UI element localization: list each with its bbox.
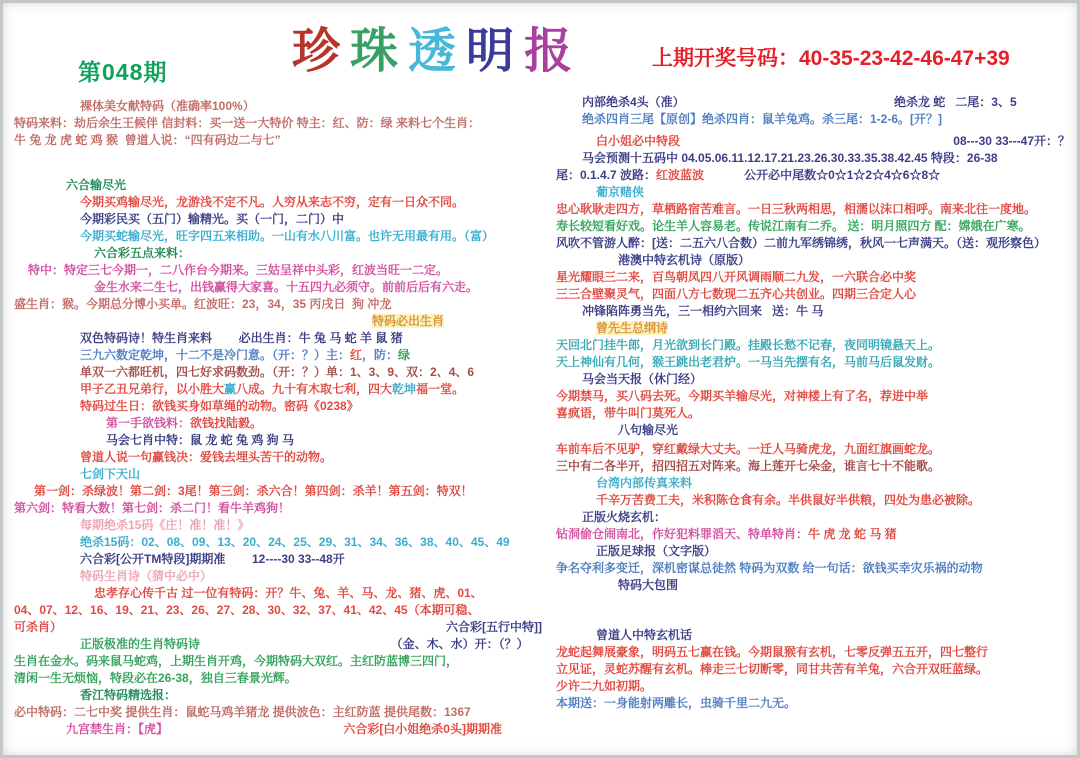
text-segment: 少许二九如初期。 [556, 679, 653, 693]
text-segment: 马会当天报（休门经） [582, 372, 703, 386]
line-left [94, 585, 483, 602]
line-left [80, 228, 494, 245]
line-left [106, 415, 262, 432]
text-segment: 特码来料：劫后余生王候伴 信封料：买一送一大特价 特主：红、防：绿 来料七个生肖： [14, 116, 481, 130]
text-segment: 葡京赌侠 [596, 185, 645, 199]
text-segment: 第六剑：特看大数！第七剑：杀二门！看牛羊鸡狗！ [14, 501, 291, 515]
text-line [556, 354, 1076, 371]
text-segment: 第一剑：杀绿波！第二剑：3尾！第三剑：杀六合！第四剑：杀羊！第五剑：特双！ [34, 484, 473, 498]
line-left [582, 509, 666, 526]
text-line [556, 526, 1076, 543]
line-left [596, 133, 680, 150]
title-char: 明 [466, 25, 525, 78]
line-left [80, 211, 344, 228]
text-segment: 九宫禁生肖：【虎】 [66, 722, 169, 736]
line-right [953, 133, 1076, 150]
text-line [556, 269, 1076, 286]
text-segment: 牛 虎 龙 蛇 马 猪 [808, 527, 897, 541]
line-left [80, 364, 474, 381]
text-line [14, 296, 548, 313]
text-segment: 八成。九十有木取七利，四大 [236, 382, 393, 396]
line-left [34, 483, 473, 500]
text-segment: 马会七肖中特：鼠 龙 蛇 兔 鸡 狗 马 [106, 433, 295, 447]
line-left [94, 279, 478, 296]
text-line [556, 644, 1076, 661]
line-left [80, 551, 345, 568]
issue-number: 第048期 [78, 59, 168, 85]
text-line [556, 441, 1076, 458]
line-left [80, 194, 464, 211]
text-segment: 双色特码诗！特生肖来料 必出生肖：牛 兔 马 蛇 羊 鼠 猪 [80, 331, 403, 345]
text-segment: 忠孝存心传千古 过一位有特码：开？牛、兔、羊、马、龙、猪、虎、01、 [94, 586, 483, 600]
text-segment: 今期买鸡输尽光，龙游浅不定不凡。人穷从来志不穷，定有一日众不同。 [80, 195, 465, 209]
line-right [343, 721, 548, 738]
text-segment: 盛生肖：猴。今期总分博小买单。红波旺：23，34，35 丙戌日 狗 冲龙 [14, 297, 392, 311]
text-segment: 冲锋陷阵勇当先，三一相约六回来 送：牛 马 [582, 304, 824, 318]
text-line [556, 678, 1076, 695]
text-line [556, 320, 1076, 337]
text-line [14, 415, 548, 432]
line-left [372, 313, 444, 330]
text-segment: 必中特码：二七中奖 提供生肖：鼠蛇马鸡羊猪龙 提供波色：主红防蓝 提供尾数：1367 [14, 705, 471, 719]
text-line [556, 560, 1076, 577]
text-line [14, 398, 548, 415]
text-line [14, 551, 548, 568]
line-left [80, 687, 176, 704]
text-segment: 单双一六都旺机，四七好求码数劲。（开：？）单：1、3、9、双：2、4、6 [80, 365, 475, 379]
text-line [14, 245, 548, 262]
text-line [14, 364, 548, 381]
line-left [596, 184, 644, 201]
text-line [556, 337, 1076, 354]
text-segment: 香江特码精选报： [80, 688, 177, 702]
line-left [28, 262, 448, 279]
text-segment: 绝杀15码：02、08、09、13、20、24、25、29、31、34、36、38、40、45、49 [80, 535, 510, 549]
text-segment: 车前车后不见驴，穿红戴绿大丈夫。一迁人马骑虎龙，九面红旗画蛇龙。 [556, 442, 941, 456]
text-segment: 风吹不管游人醉：[送：二五六八合数）二前九军绣锦绣，秋风一七声满天。（送：观形察色） [556, 236, 1046, 250]
text-segment: 正版火烧玄机： [582, 510, 667, 524]
text-line [14, 177, 548, 194]
text-line [14, 330, 548, 347]
line-left [80, 534, 510, 551]
text-line [556, 252, 1076, 269]
text-segment: 天上神仙有几何，猴王跳出老君炉。一马当先摆有名，马前马后鼠发财。 [556, 355, 941, 369]
title-char: 透 [408, 25, 467, 78]
text-line [14, 132, 548, 149]
title-char: 珠 [350, 25, 409, 78]
text-line [556, 422, 1076, 439]
text-segment: 钻洞偷仓闹南北，作好犯料罪滔天、特单特肖： [556, 527, 809, 541]
text-line [14, 517, 548, 534]
text-segment: 六合彩[白小姐绝杀0头]期期准 [343, 722, 542, 736]
line-left [14, 619, 62, 636]
line-left [582, 371, 702, 388]
line-left [556, 458, 940, 475]
line-left [556, 235, 1046, 252]
line-left [556, 201, 1036, 218]
text-line [14, 279, 548, 296]
text-segment: 天回北门挂牛郎，月光欲到长门殿。挂殿长愁不记春，夜同明镜悬天上。 [556, 338, 941, 352]
text-line [14, 619, 548, 636]
text-segment: 裸体美女献特码（准确率100%） [80, 99, 255, 113]
text-line [556, 577, 1076, 594]
line-left [596, 627, 692, 644]
text-segment: 正版极准的生肖特码诗 [80, 637, 201, 651]
line-left [80, 398, 359, 415]
line-left [556, 388, 928, 405]
line-left [14, 115, 480, 132]
text-segment: ，防： [362, 348, 399, 362]
text-line [556, 133, 1076, 150]
line-left [80, 466, 140, 483]
text-segment: 台湾内部传真来料 [596, 476, 693, 490]
text-segment: 第一手欲钱料： [106, 416, 191, 430]
line-left [80, 568, 212, 585]
text-line [14, 534, 548, 551]
text-segment: 七剑下天山 [80, 467, 141, 481]
line-right [391, 636, 548, 653]
text-segment: 甲子乙丑兄弟行，以小胜大 [80, 382, 225, 396]
text-line [14, 585, 548, 602]
text-line [14, 704, 548, 721]
text-line [14, 347, 548, 364]
line-left [14, 296, 391, 313]
text-line [14, 636, 548, 653]
line-left [556, 661, 988, 678]
line-left [596, 320, 668, 337]
text-segment: 特码大包围 [618, 578, 679, 592]
text-line [14, 500, 548, 517]
text-segment: 清闲一生无烦恼，特段必在26-38，独自三春景光辉。 [14, 671, 297, 685]
text-segment: （金、木、水）开：（？） [390, 637, 542, 651]
text-line [14, 313, 548, 330]
text-line [14, 602, 548, 619]
text-segment: 今期买蛇输尽光，旺字四五来相助。一山有水八川富。也许无用最有用。（富） [80, 229, 495, 243]
text-line [556, 371, 1076, 388]
text-segment: 可杀肖） [14, 620, 63, 634]
text-line [556, 543, 1076, 560]
line-left [618, 422, 678, 439]
text-segment: 今期彩民买（五门）输精光。买（一门，二门）中 [80, 212, 345, 226]
text-line [14, 687, 548, 704]
text-segment: 04、07、12、16、19、21、23、26、27、28、30、32、37、41、42、45（本期可稳、 [14, 603, 480, 617]
line-left [556, 405, 700, 422]
line-left [556, 644, 988, 661]
text-segment: 本期送：一身能射两雕长，虫骑千里二九无。 [556, 696, 797, 710]
text-line [14, 115, 548, 132]
text-segment: 争名夺利多变迁，深机密谋总徒然 特码为双数 给一句话：欲钱买幸灾乐祸的动物 [556, 561, 983, 575]
line-left [596, 543, 716, 560]
last-draw-numbers: 上期开奖号码：40-35-23-42-46-47+39 [652, 47, 1010, 70]
text-segment: 正版足球报（文字版） [596, 544, 717, 558]
line-left [618, 577, 678, 594]
text-segment: 金生水来二生七，出钱赢得大家喜。十五四九必须守。前前后后有六走。 [94, 280, 479, 294]
text-segment: 曾道人说一句赢钱决：爱钱去埋头苦干的动物。 [80, 450, 333, 464]
text-line [14, 211, 548, 228]
report-title [292, 22, 582, 82]
text-segment: 牛 兔 龙 虎 蛇 鸡 猴 曾道人说：“四有码边二与七” [14, 133, 281, 147]
text-segment: 六合输尽光 [66, 178, 127, 192]
line-left [14, 132, 281, 149]
text-segment: 红 [350, 348, 363, 362]
text-segment: 六合彩五点来料： [94, 246, 191, 260]
text-line [14, 98, 548, 115]
text-line [14, 381, 548, 398]
text-segment: 今期禁马，买八码去死。今期买羊输尽光，对神楼上有了名，荐进中举 [556, 389, 929, 403]
text-line [14, 483, 548, 500]
line-left [582, 94, 685, 111]
text-line [556, 509, 1076, 526]
line-left [80, 517, 249, 534]
line-left [582, 303, 823, 320]
text-line [556, 492, 1076, 509]
line-right [894, 94, 1076, 111]
text-line [14, 670, 548, 687]
text-segment: 立见证，灵蛇苏醒有玄机。棒走三七切断零，同甘共苦有羊兔，六合开双旺蓝绿。 [556, 662, 989, 676]
text-segment: 乾坤 [392, 382, 417, 396]
text-segment: 福一堂。 [416, 382, 465, 396]
text-line [14, 466, 548, 483]
line-left [596, 492, 980, 509]
text-segment: 寿长较短看好戏。论生羊人容易老。传说江南有二乔。 送：明月照四方 配：嫦娥在广寒。 [556, 219, 1031, 233]
text-segment: 六合彩[五行中特]] [446, 620, 542, 634]
line-left [582, 111, 942, 128]
text-line [556, 94, 1076, 111]
line-left [80, 449, 332, 466]
text-segment: 喜疯语，带牛叫门莫死人。 [556, 406, 701, 420]
line-left [556, 526, 897, 543]
line-left [80, 347, 410, 364]
text-segment: 特中：特定三七今期一，二八作台今期来。三姑呈祥中头彩，红波当旺一二定。 [28, 263, 449, 277]
text-segment: 绝杀四肖三尾【原创】绝杀四肖：鼠羊兔鸡。杀三尾：1-2-6。[开？] [582, 112, 943, 126]
line-left [80, 98, 255, 115]
line-left [14, 602, 480, 619]
line-left [556, 695, 796, 712]
text-line [556, 235, 1076, 252]
text-line [556, 184, 1076, 201]
text-segment: 绿 [398, 348, 411, 362]
text-line [556, 167, 1076, 184]
text-segment: 欲钱找陆毅。 [190, 416, 263, 430]
line-left [80, 381, 464, 398]
text-line [556, 388, 1076, 405]
text-segment: 红波蓝波 [656, 168, 705, 182]
text-line [556, 201, 1076, 218]
text-segment: 六合彩[公开TM特段]期期准 12----30 33--48开 [80, 552, 345, 566]
line-left [556, 441, 940, 458]
text-line [14, 194, 548, 211]
line-left [94, 245, 190, 262]
line-left [66, 177, 126, 194]
text-line [556, 405, 1076, 422]
text-segment: 三三合壁聚灵气，四面八方七数现二五齐心共创业。四期三合定人心 [556, 287, 917, 301]
text-segment: 每期绝杀15码《庄！准！准！》 [80, 518, 250, 532]
text-segment: 星光耀眼三二来，百鸟朝凤四八开风调雨顺二九发，一六联合必中奖 [556, 270, 917, 284]
text-line [556, 286, 1076, 303]
title-char: 珍 [292, 25, 351, 78]
text-line [14, 653, 548, 670]
line-right [446, 619, 548, 636]
line-left [14, 653, 458, 670]
line-left [556, 269, 916, 286]
line-left [596, 475, 692, 492]
text-line [14, 262, 548, 279]
text-segment: 特码过生日：欲钱买身如草绳的动物。密码《0238》 [80, 399, 359, 413]
text-segment: 内部绝杀4头（准） [582, 95, 685, 109]
line-left [618, 252, 750, 269]
text-segment: 08---30 33---47开：？ [953, 134, 1070, 148]
text-segment: 港澳中特玄机诗（原版） [618, 253, 751, 267]
text-segment: 忠心耿耿走四方，草栖路宿苦难言。一日三秋两相思，相濡以沫口相呼。南来北往一度地。 [556, 202, 1037, 216]
text-line [556, 661, 1076, 678]
text-line [14, 449, 548, 466]
text-segment: 马会预测十五码中 04.05.06.11.12.17.21.23.26.30.33.35.38.42.45 特段：26-38 [582, 151, 998, 165]
text-line [556, 150, 1076, 167]
line-left [14, 670, 297, 687]
text-segment: 生肖在金水。码来鼠马蛇鸡，上期生肖开鸡，今期特码大双红。主红防蓝博三四门， [14, 654, 459, 668]
line-left [80, 330, 403, 347]
text-line [556, 303, 1076, 320]
text-segment: 龙蛇起舞展豪象，明码五七赢在钱。今期鼠猴有玄机，七零反弹五五开，四七整行 [556, 645, 989, 659]
line-left [106, 432, 294, 449]
text-line [556, 475, 1076, 492]
line-left [556, 337, 940, 354]
left-column [14, 98, 548, 738]
text-segment: 特码必出生肖 [372, 314, 445, 328]
text-segment: 曾道人中特玄机话 [596, 628, 693, 642]
line-left [582, 150, 998, 167]
text-segment: 三九六数定乾坤，十二不是冷门意。（开：？）主： [80, 348, 351, 362]
text-segment: 曾先生总纲诗 [596, 321, 669, 335]
text-segment: 尾：0.1.4.7 波路： [556, 168, 657, 182]
text-line [14, 228, 548, 245]
title-char: 报 [524, 25, 583, 78]
line-left [556, 678, 652, 695]
line-left [14, 704, 471, 721]
right-column [556, 94, 1076, 712]
text-segment: 特码生肖诗（猜中必中） [80, 569, 213, 583]
line-left [66, 721, 168, 738]
text-segment: 绝杀龙 蛇 二尾：3、5 [893, 95, 1070, 109]
text-segment: 千辛万苦费工夫，米积陈仓食有余。半供鼠好半供粮，四处为患必被除。 [596, 493, 981, 507]
text-segment: 三中有二各半开，招四招五对阵来。海上莲开七朵金，谁言七十不能歌。 [556, 459, 941, 473]
line-left [80, 636, 200, 653]
text-line [556, 218, 1076, 235]
text-segment: 公开必中尾数☆0☆1☆2☆4☆6☆8☆ [704, 168, 941, 182]
text-segment: 白小姐必中特段 [596, 134, 681, 148]
line-left [556, 167, 940, 184]
text-line [556, 695, 1076, 712]
line-left [556, 218, 1031, 235]
text-segment: 赢 [224, 382, 237, 396]
line-left [556, 560, 983, 577]
line-left [556, 354, 940, 371]
text-line [556, 458, 1076, 475]
text-line [556, 111, 1076, 128]
text-line [14, 721, 548, 738]
line-left [556, 286, 916, 303]
text-line [14, 568, 548, 585]
text-segment: 八句输尽光 [618, 423, 679, 437]
text-line [556, 627, 1076, 644]
line-left [14, 500, 290, 517]
text-line [14, 432, 548, 449]
